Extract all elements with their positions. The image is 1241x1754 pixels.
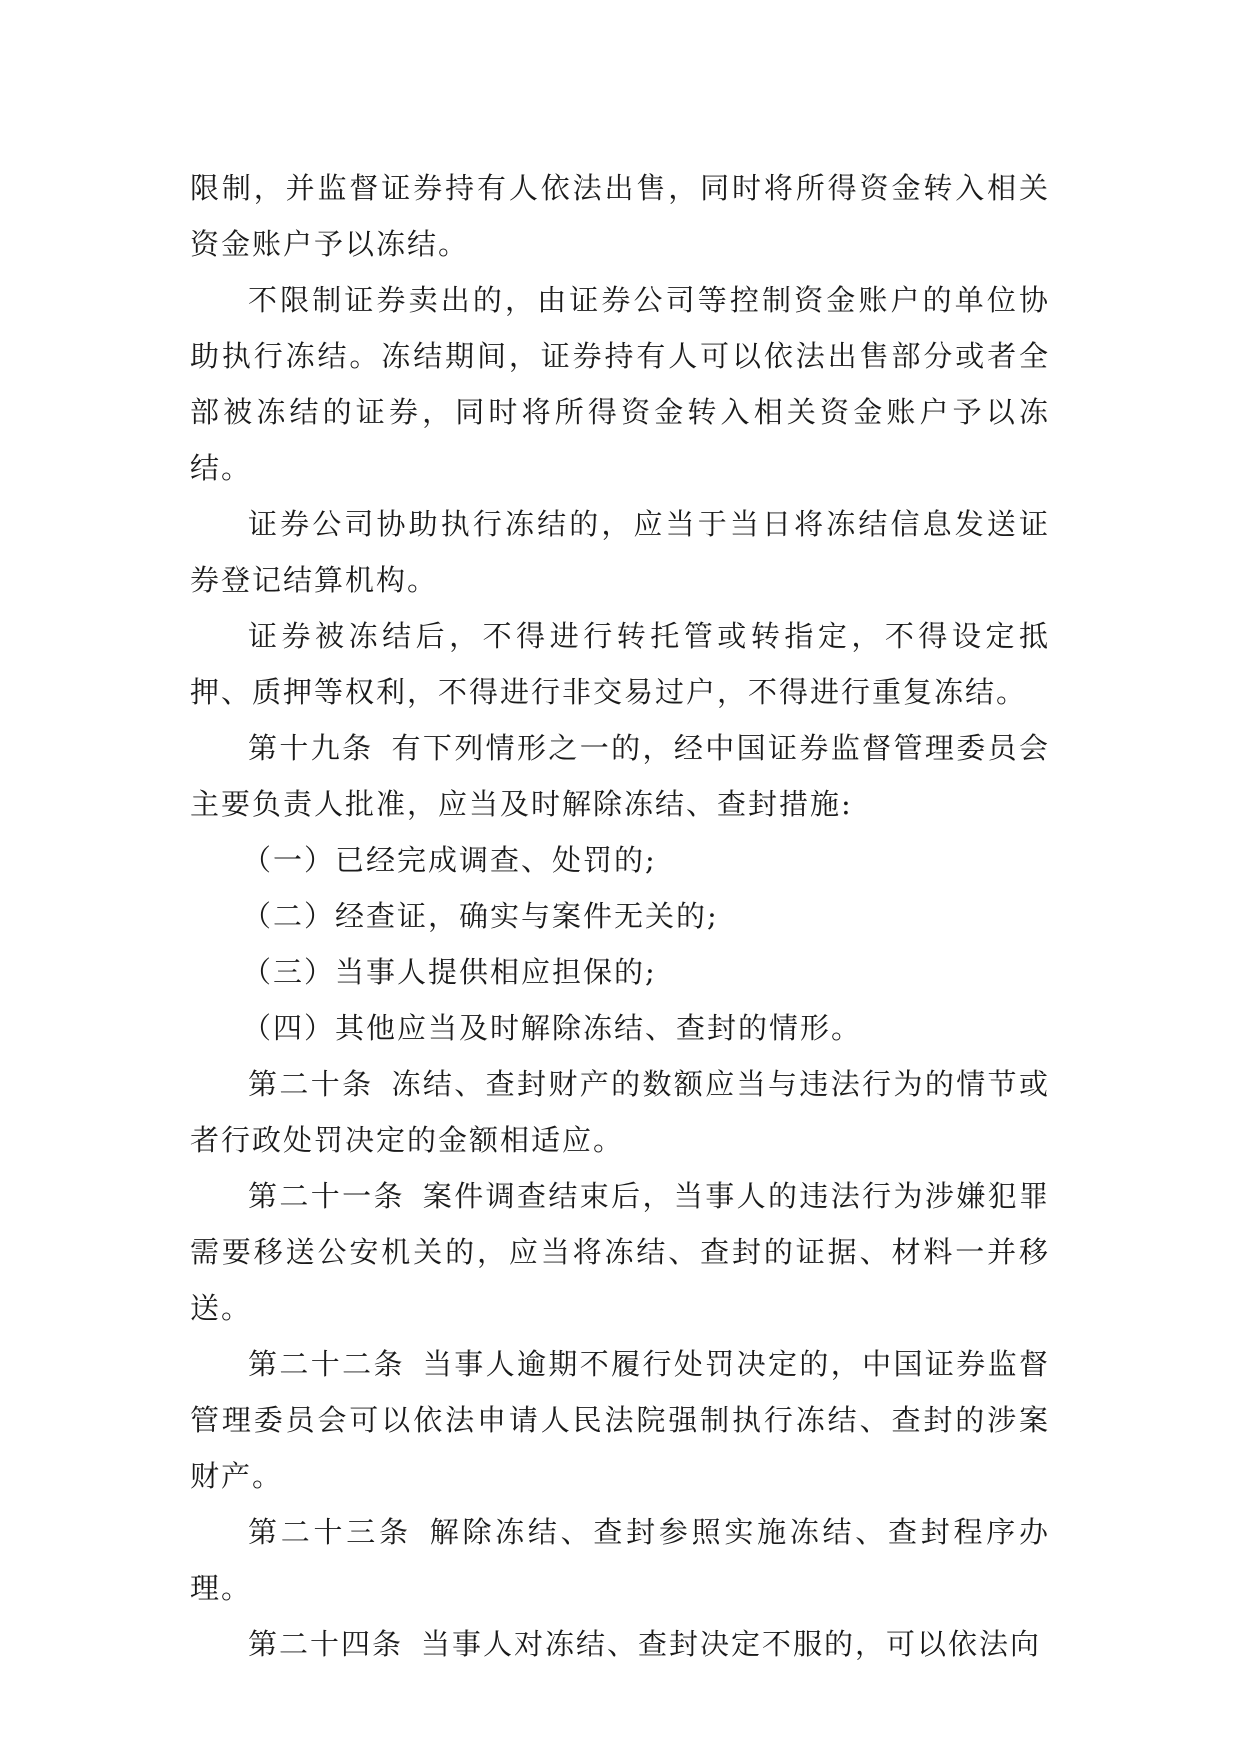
document-body [190, 160, 1050, 1672]
article-22 [190, 1336, 1050, 1504]
article-19-item: （二）经查证，确实与案件无关的; [242, 899, 719, 933]
article-22-text: 当事人逾期不履行处罚决定的，中国证券监督管理委员会可以依法申请人民法院强制执行冻结、查封的涉案财产。 [190, 1347, 1050, 1493]
paragraph-unrestricted-sale: 不限制证券卖出的，由证券公司等控制资金账户的单位协助执行冻结。冻结期间，证券持有人可以依法出售部分或者全部被冻结的证券，同时将所得资金转入相关资金账户予以冻结。 [190, 283, 1050, 485]
article-21 [190, 1168, 1050, 1336]
article-20-number: 第二十条 [248, 1067, 374, 1101]
article-21-text: 案件调查结束后，当事人的违法行为涉嫌犯罪需要移送公安机关的，应当将冻结、查封的证据、材料一并移送。 [190, 1179, 1050, 1325]
paragraph-continuation: 限制，并监督证券持有人依法出售，同时将所得资金转入相关资金账户予以冻结。 [190, 171, 1050, 261]
article-20 [190, 1056, 1050, 1168]
article-19-item: （四）其他应当及时解除冻结、查封的情形。 [242, 1011, 863, 1045]
article-23-text: 解除冻结、查封参照实施冻结、查封程序办理。 [190, 1515, 1050, 1605]
article-24-text: 当事人对冻结、查封决定不服的，可以依法向 [421, 1627, 1042, 1661]
article-21-number: 第二十一条 [248, 1179, 405, 1213]
article-19-item: （三）当事人提供相应担保的; [242, 955, 657, 989]
article-19-text: 有下列情形之一的，经中国证券监督管理委员会主要负责人批准，应当及时解除冻结、查封措施: [190, 731, 1050, 821]
article-23 [190, 1504, 1050, 1616]
article-23-number: 第二十三条 [248, 1515, 412, 1549]
article-19-number: 第十九条 [248, 731, 374, 765]
article-22-number: 第二十二条 [248, 1347, 405, 1381]
article-24-number: 第二十四条 [248, 1627, 404, 1661]
article-24 [190, 1616, 1050, 1672]
paragraph-securities-company-notice: 证券公司协助执行冻结的，应当于当日将冻结信息发送证券登记结算机构。 [190, 507, 1050, 597]
article-19 [190, 720, 1050, 832]
paragraph-frozen-restrictions: 证券被冻结后，不得进行转托管或转指定，不得设定抵押、质押等权利，不得进行非交易过户，不得进行重复冻结。 [190, 619, 1050, 709]
article-20-text: 冻结、查封财产的数额应当与违法行为的情节或者行政处罚决定的金额相适应。 [190, 1067, 1050, 1157]
article-19-item: （一）已经完成调查、处罚的; [242, 843, 657, 877]
